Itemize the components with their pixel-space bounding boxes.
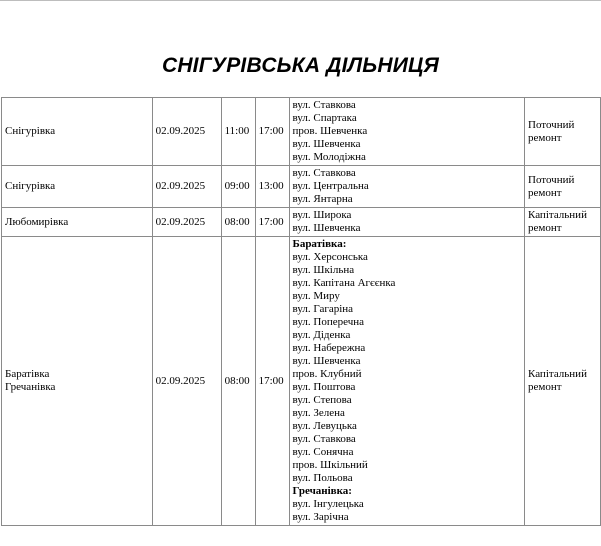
settlement-name: Гречанівка [5,381,56,393]
settlement-name: Любомирівка [5,215,69,228]
settlement-name: Снігурівка [5,180,56,192]
outage-schedule-table [1,97,601,526]
table-row [2,98,601,166]
table-row [2,166,601,208]
street-name: вул. Поштова [292,381,356,393]
start-time-cell: 08:00 [221,208,255,237]
street-name: вул. Інгулецька [292,498,364,510]
date-cell: 02.09.2025 [152,98,221,166]
start-time-cell: 11:00 [221,98,255,166]
repair-type-cell: Поточний ремонт [525,166,601,208]
settlement-group-heading: Гречанівка: [292,485,352,497]
street-name: вул. Широка [292,209,352,221]
street-name: вул. Херсонська [292,251,368,263]
end-time-cell: 17:00 [255,208,289,237]
street-name: пров. Шкільний [292,459,368,471]
street-name: вул. Гагаріна [292,303,354,315]
table-row [2,237,601,526]
street-name: вул. Капітана Агєєнка [292,277,396,289]
location-cell [2,208,153,237]
end-time-cell: 13:00 [255,166,289,208]
street-name: вул. Зелена [292,407,345,419]
street-name: вул. Ставкова [292,433,356,445]
street-name: вул. Поперечна [292,316,364,328]
street-name: вул. Діденка [292,329,351,341]
street-name: вул. Ставкова [292,167,356,179]
street-name: вул. Центральна [292,180,369,192]
location-cell [2,166,153,208]
street-name: вул. Набережна [292,342,366,354]
street-name: вул. Шкільна [292,264,355,276]
date-cell: 02.09.2025 [152,208,221,237]
settlement-name: Баратівка [5,368,50,380]
start-time-cell: 09:00 [221,166,255,208]
streets-cell [289,166,524,208]
location-cell [2,98,153,166]
streets-cell [289,208,524,237]
repair-type-cell: Капітальний ремонт [525,208,601,237]
location-cell [2,237,153,526]
end-time-cell: 17:00 [255,237,289,526]
street-name: вул. Ставкова [292,99,356,111]
table-row [2,208,601,237]
street-name: вул. Шевченка [292,222,361,234]
street-name: вул. Янтарна [292,193,353,205]
street-name: вул. Левуцька [292,420,357,432]
street-name: вул. Сонячна [292,446,354,458]
street-name: пров. Шевченка [292,125,368,137]
street-name: вул. Польова [292,472,353,484]
streets-cell [289,98,524,166]
street-name: вул. Миру [292,290,340,302]
top-divider [0,0,601,1]
date-cell: 02.09.2025 [152,237,221,526]
street-name: вул. Спартака [292,112,357,124]
street-name: вул. Зарічна [292,511,349,523]
streets-cell [289,237,524,526]
repair-type-cell: Поточний ремонт [525,98,601,166]
settlement-group-heading: Баратівка: [292,238,347,250]
settlement-name: Снігурівка [5,125,56,137]
street-name: вул. Степова [292,394,352,406]
street-name: вул. Шевченка [292,355,361,367]
street-name: вул. Шевченка [292,138,361,150]
date-cell: 02.09.2025 [152,166,221,208]
street-name: вул. Молодіжна [292,151,366,163]
start-time-cell: 08:00 [221,237,255,526]
street-name: пров. Клубний [292,368,362,380]
end-time-cell: 17:00 [255,98,289,166]
repair-type-cell: Капітальний ремонт [525,237,601,526]
page-title: СНІГУРІВСЬКА ДІЛЬНИЦЯ [161,54,440,77]
